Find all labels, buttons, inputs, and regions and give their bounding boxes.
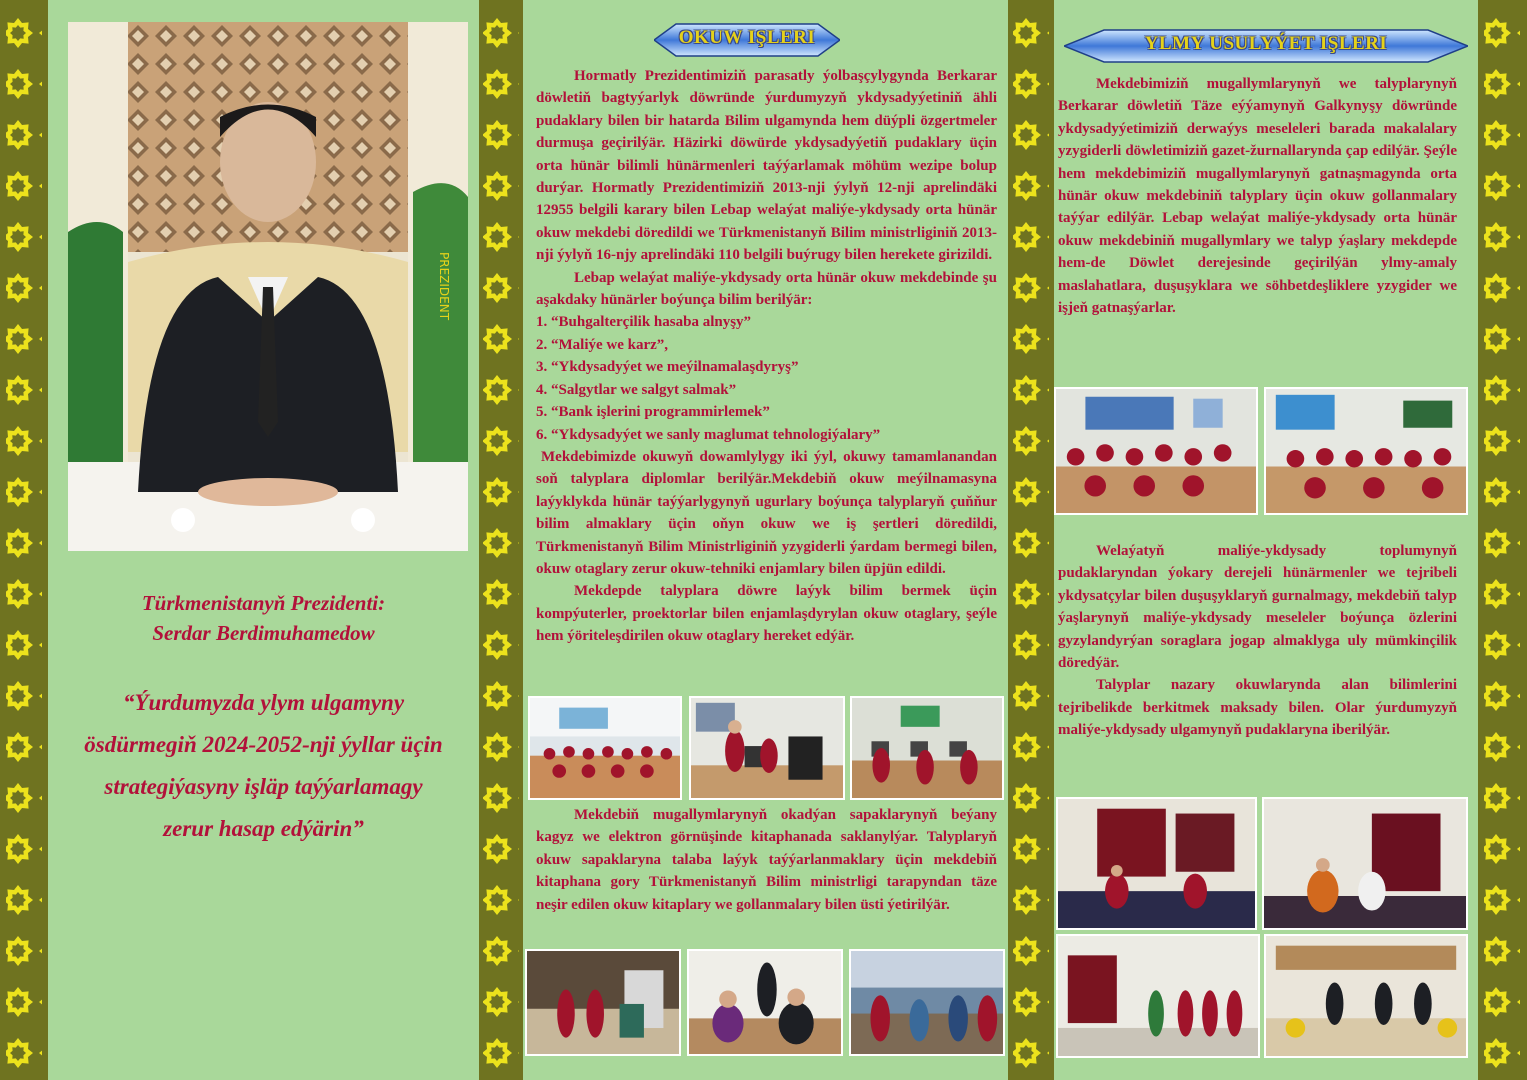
classroom-photo xyxy=(528,696,682,800)
president-title: Türkmenistanyň Prezidenti: xyxy=(141,591,386,615)
section-banner-okuw xyxy=(654,18,840,62)
star-ornament-icon xyxy=(0,0,48,1080)
section-title: OKUW IŞLERI xyxy=(678,27,816,48)
exhibition-room-photo xyxy=(1056,934,1260,1058)
quote-line: zerur hasap edýärin” xyxy=(163,816,364,841)
middle-panel xyxy=(523,0,1008,1080)
paragraph: Mekdebiň mugallymlarynyň okadýan sapaklarynyň beýany kagyz we elektron görnüşinde kitaphanada saklanylýar. Talyplaryň okuw sapaklaryna talaba laýyk taýýarlanmaklary üçin mekdebiň kitaphana gory Türkmenistanyň Bilim ministrligi tarapyndan täze neşir edilen okuw kitaplary we gollanmalary bilen üsti ýetirilýär. xyxy=(536,807,997,913)
ylmy-text-block-2 xyxy=(1058,540,1457,742)
section-title: YLMY USULYÝET IŞLERI xyxy=(1144,33,1388,54)
list-item: 4. “Salgytlar we salgyt salmak” xyxy=(536,381,737,398)
star-ornament-icon xyxy=(1008,0,1054,1080)
list-item: 2. “Maliýe we karz”, xyxy=(536,336,669,353)
library-text-block xyxy=(536,804,997,916)
quote-line: ösdürmegiň 2024-2052-nji ýyllar üçin xyxy=(84,732,443,757)
okuw-text-block xyxy=(536,65,997,648)
section-banner-ylmy xyxy=(1064,24,1468,68)
paragraph: Welaýatyň maliýe-ykdysady toplumynyň pudaklaryndan ýokary derejeli hünärmenler we tejribeli ykdysatçylar bilen duşuşyklaryň gurnalmagy, mekdebiň talyp ýaşlarynyň maliýe-ykdysady meseleler boýunça özlerini gyzylandyrýan soraglara jogap almaklyga uly mümkinçilik döredýär. xyxy=(1058,543,1457,672)
svg-text:PREZIDENT: PREZIDENT xyxy=(437,252,451,321)
star-ornament-icon xyxy=(1478,0,1527,1080)
president-caption xyxy=(48,588,479,648)
right-panel xyxy=(1054,0,1478,1080)
ylmy-text-block xyxy=(1058,73,1457,319)
border-strip-left xyxy=(0,0,48,1080)
president-quote xyxy=(48,682,479,850)
paragraph: Mekdebimiziň mugallymlarynyň we talyplarynyň Berkarar döwletiň Täze eýýamynyň Galkynyşy döwründe ykdysadyýetimiziň derwaýys meseleleri barada makalalary yzygiderli döwletimiziň gazet-žurnallarynda çap edilýär. Şeýle hem mekdebimiziň mugallymlarynyň gatnaşmagynda orta hünär okuw mekdebiniň talyplary üçin okuw gollanmalary taýýar edilýär. Lebap welaýat maliýe-ykdysady orta hünär okuw mekdebiniň mugallymlary we talyp ýaşlary mekdepde hem-de Döwlet derejesinde geçirilýän ylmy-amaly maslahatlara, duşuşyklara we söhbetdeşliklere yzygider we işjeň gatnaşýarlar. xyxy=(1058,76,1457,317)
quote-line: strategiýasyny işläp taýýarlamagy xyxy=(104,774,423,799)
border-strip-center-right xyxy=(1008,0,1054,1080)
border-strip-right xyxy=(1478,0,1527,1080)
quote-line: “Ýurdumyzda ylym ulgamyny xyxy=(122,690,405,715)
paragraph: Talyplar nazary okuwlarynda alan bilimlerini tejribelikde berkitmek maksady bilen. Olar ýurdumyzyň maliýe-ykdysady ulgamynyň pudaklaryna iberilýär. xyxy=(1058,677,1457,739)
seminar-photo xyxy=(1264,387,1468,515)
paragraph: Mekdepde talyplara döwre laýyk bilim bermek üçin kompýuterler, proektorlar bilen enjamlaşdyrylan okuw otaglary, şeýle hem ýöriteleşdirilen okuw otaglary hereket edýär. xyxy=(536,583,997,645)
carpet-workshop-photo xyxy=(1056,797,1257,930)
left-panel xyxy=(48,0,479,1080)
president-name: Serdar Berdimuhamedow xyxy=(152,621,375,645)
president-portrait xyxy=(68,22,468,551)
list-item: 3. “Ykdysadyýet we meýilnamalaşdyryş” xyxy=(536,359,799,376)
list-item: 1. “Buhgalterçilik hasaba alnyşy” xyxy=(536,314,752,331)
list-item: 5. “Bank işlerini programmirlemek” xyxy=(536,404,770,421)
book-exhibition-photo xyxy=(1264,934,1468,1058)
computer-class-photo xyxy=(850,696,1004,800)
lecture-hall-photo xyxy=(1054,387,1258,515)
paragraph: Lebap welaýat maliýe-ykdysady orta hünär okuw mekdebinde şu aşakdaky hünärler boýunça bilim berilýär: xyxy=(536,269,997,309)
library-hall-photo xyxy=(525,949,681,1056)
paragraph: Hormatly Prezidentimiziň parasatly ýolbaşçylygynda Berkarar döwletiň bagtyýarlyk döwründe ýurdumyzyň ykdysadyýetiniň ähli pudaklary bilen bir hatarda Bilim ulgamynda hem düýpli özgertmeler durmuşa geçirilýär. Häzirki döwürde ykdysadyýetiň pudaklary üçin orta hünär bilimli hünärmenleri taýýarlamak möhüm wezipe bolup durýar. Hormatly Prezidentimiziň 2013-nji ýylyň 12-nji aprelindäki 12955 belgili karary bilen Lebap welaýat maliýe-ykdysady orta hünär okuw mekdebi döredildi we Türkmenistanyň Bilim ministrliginiň 2013-nji ýylyň 16-njy aprelindäki 110 belgili buýrugy bilen herekete girizildi. xyxy=(536,68,997,264)
paragraph: Mekdebimizde okuwyň dowamlylygy iki ýyl, okuwy tamamlanandan soň talyplara diplomlar berilýär.Mekdebiň okuw meýilnamasyna laýyklykda hünär taýýarlygynyň ugurlary boýunça talyplaryň çuňňur bilim almaklary üçin oňyn okuw we iş şertleri döredildi, Türkmenistanyň Bilim Ministrliginiň yzygiderli ýardam bermegi bilen, okuw otaglary zerur okuw-tehniki enjamlary bilen üpjün edildi. xyxy=(536,448,997,577)
border-strip-center-left xyxy=(479,0,523,1080)
list-item: 6. “Ykdysadyýet we sanly maglumat tehnologiýalary” xyxy=(536,426,881,443)
exhibition-photo xyxy=(849,949,1005,1056)
meeting-photo xyxy=(687,949,843,1056)
star-ornament-icon xyxy=(479,0,523,1080)
weaving-photo xyxy=(1262,797,1468,930)
computer-lab-photo xyxy=(689,696,845,800)
